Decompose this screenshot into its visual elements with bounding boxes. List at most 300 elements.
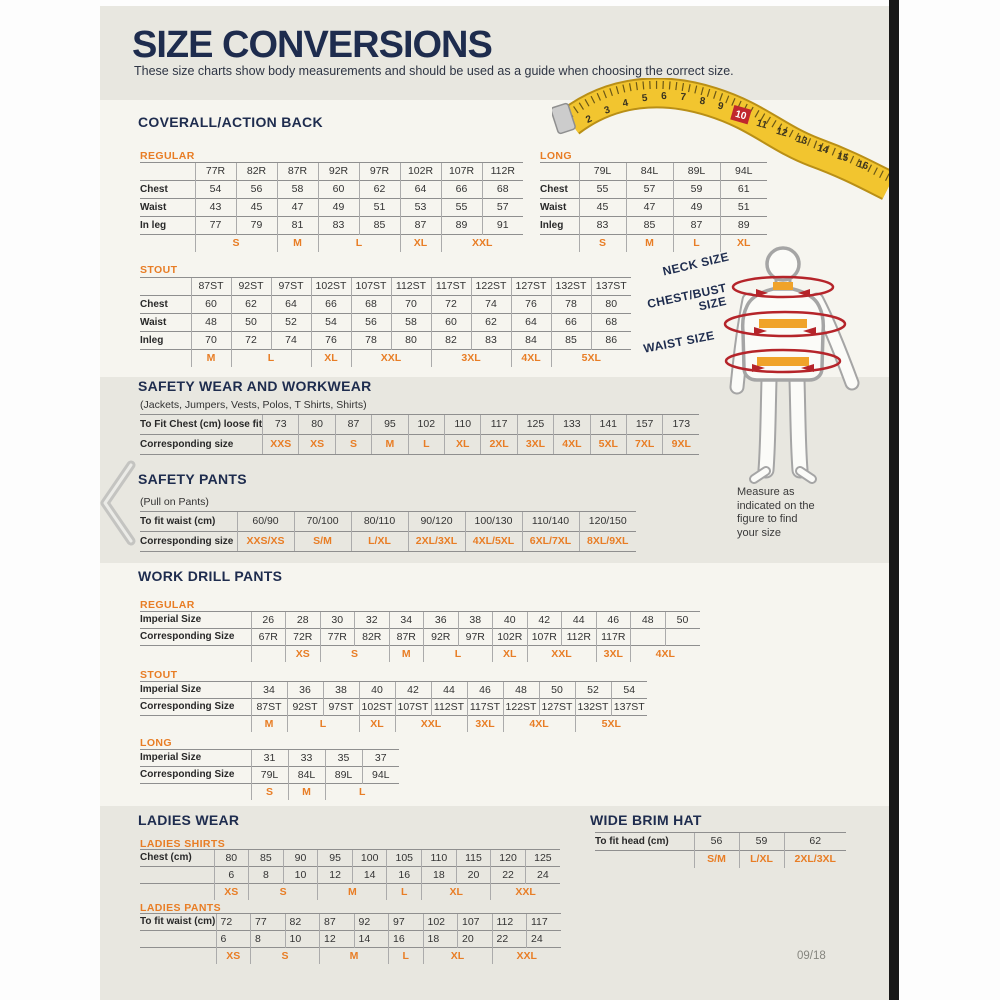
table-cell: XL (720, 235, 767, 253)
table-cell: 90/120 (408, 512, 465, 532)
section-hat-title: WIDE BRIM HAT (590, 812, 702, 828)
table-row (140, 532, 636, 552)
table-cell: L (231, 350, 311, 368)
table-cell (140, 278, 191, 296)
table-cell: XL (400, 235, 441, 253)
table-row (540, 199, 767, 217)
table-cell: 43 (195, 199, 236, 217)
table-cell: L (424, 646, 493, 663)
table-cell: 100 (352, 850, 387, 867)
table-cell: 132ST (575, 699, 611, 716)
table-cell: 2XL/3XL (408, 532, 465, 552)
table-cell: Waist (540, 199, 579, 217)
table-cell: 46 (596, 612, 631, 629)
tape-number: 13 (794, 133, 809, 148)
table-cell: 12 (318, 867, 353, 884)
wide-brim-hat-table (595, 832, 846, 868)
table-cell: 58 (391, 314, 431, 332)
table-cell: Corresponding Size (140, 767, 251, 784)
table-cell: 28 (286, 612, 321, 629)
table-header-row (140, 163, 523, 181)
table-cell: 85 (249, 850, 284, 867)
tape-number: 8 (698, 95, 706, 108)
table-cell: 6 (216, 931, 251, 948)
table-cell: M (251, 716, 287, 733)
table-cell: 22 (492, 931, 527, 948)
table-cell: 87 (320, 914, 355, 931)
table-cell (140, 784, 251, 801)
table-header-row (540, 163, 767, 181)
section-safety-wear-title: SAFETY WEAR AND WORKWEAR (138, 378, 372, 394)
ladies-pants-table (140, 913, 561, 964)
table-cell: 48 (191, 314, 231, 332)
table-cell (140, 931, 216, 948)
tape-number: 6 (660, 90, 667, 103)
table-cell: 8 (249, 867, 284, 884)
table-cell (140, 350, 191, 368)
table-cell: 33 (288, 750, 325, 767)
table-cell: 82R (355, 629, 390, 646)
table-cell: Inleg (140, 332, 191, 350)
label-wd-long: LONG (140, 737, 172, 749)
table-cell: In leg (140, 217, 195, 235)
work-drill-long-table (140, 749, 399, 800)
work-drill-regular-table (140, 611, 700, 662)
table-cell: L/XL (739, 851, 784, 869)
table-cell (595, 851, 694, 869)
section-coverall-title: COVERALL/ACTION BACK (138, 114, 323, 130)
table-cell: 68 (482, 181, 523, 199)
table-cell: 115 (456, 850, 491, 867)
table-cell: M (191, 350, 231, 368)
page-subtitle: These size charts show body measurements and should be used as a guide when choosing the correct size. (134, 64, 734, 78)
table-cell: 52 (575, 682, 611, 699)
table-cell: Imperial Size (140, 750, 251, 767)
table-row (140, 850, 560, 867)
table-cell: 50 (231, 314, 271, 332)
table-row (140, 332, 631, 350)
table-cell: 60 (318, 181, 359, 199)
table-cell: 89 (720, 217, 767, 235)
table-cell: Corresponding size (140, 435, 263, 455)
table-cell: 56 (236, 181, 277, 199)
table-cell: 48 (631, 612, 666, 629)
table-cell: 56 (351, 314, 391, 332)
table-cell: 112 (492, 914, 527, 931)
table-cell: M (277, 235, 318, 253)
table-cell: 22 (491, 867, 526, 884)
table-cell: 102 (408, 415, 444, 435)
tape-number: 2 (584, 113, 594, 126)
table-cell: 87 (673, 217, 720, 235)
table-cell: 55 (579, 181, 626, 199)
table-cell: L (673, 235, 720, 253)
table-cell: 52 (271, 314, 311, 332)
table-cell: 107R (527, 629, 562, 646)
table-cell: S (249, 884, 318, 901)
table-cell: 112R (562, 629, 597, 646)
table-row (140, 750, 399, 767)
table-cell: 56 (694, 833, 739, 851)
table-cell: 73 (263, 415, 299, 435)
tape-number: 3 (602, 104, 612, 117)
table-row (140, 181, 523, 199)
table-cell: 84L (288, 767, 325, 784)
table-cell: 92ST (287, 699, 323, 716)
tape-number: 10 (733, 108, 748, 123)
table-cell: 40 (359, 682, 395, 699)
safety-pants-note: (Pull on Pants) (140, 496, 209, 508)
table-cell: 82R (236, 163, 277, 181)
label-wd-stout: STOUT (140, 669, 178, 681)
size-row (140, 948, 561, 965)
table-cell (665, 629, 700, 646)
size-row (540, 235, 767, 253)
table-cell: 38 (323, 682, 359, 699)
table-cell: M (318, 884, 387, 901)
page-title: SIZE CONVERSIONS (132, 24, 492, 66)
table-cell: 34 (251, 682, 287, 699)
table-cell: 80 (391, 332, 431, 350)
table-cell: 24 (525, 867, 560, 884)
table-cell: 137ST (611, 699, 647, 716)
safety-wear-table (140, 414, 699, 455)
tape-number: 15 (835, 150, 850, 165)
table-cell: 74 (271, 332, 311, 350)
table-cell: L (387, 884, 422, 901)
tape-number: 9 (716, 100, 725, 113)
table-cell: 62 (784, 833, 846, 851)
table-cell: M (626, 235, 673, 253)
table-cell: S (320, 646, 389, 663)
tape-number: 7 (680, 91, 687, 104)
table-cell: 81 (277, 217, 318, 235)
table-cell: 117ST (467, 699, 503, 716)
table-row (140, 512, 636, 532)
table-cell: 47 (277, 199, 318, 217)
table-cell: 64 (400, 181, 441, 199)
table-cell: 77 (195, 217, 236, 235)
table-cell: Chest (140, 181, 195, 199)
table-cell: XS (216, 948, 251, 965)
table-cell: 79L (251, 767, 288, 784)
table-cell: 3XL (596, 646, 631, 663)
table-cell: 85 (626, 217, 673, 235)
table-cell: Imperial Size (140, 682, 251, 699)
table-cell: 6XL/7XL (522, 532, 579, 552)
table-cell: 100/130 (465, 512, 522, 532)
table-cell (140, 884, 214, 901)
table-cell: 102R (493, 629, 528, 646)
table-cell: XS (286, 646, 321, 663)
table-cell: 79L (579, 163, 626, 181)
table-cell: S (251, 948, 320, 965)
table-row (140, 867, 560, 884)
table-cell: 5XL (575, 716, 647, 733)
ladies-shirts-table (140, 849, 560, 900)
table-cell: 77R (195, 163, 236, 181)
table-cell: XXL (491, 884, 560, 901)
table-cell: 92R (318, 163, 359, 181)
table-cell (540, 163, 579, 181)
table-cell: 117ST (431, 278, 471, 296)
table-cell: 10 (283, 867, 318, 884)
table-cell: 78 (551, 296, 591, 314)
label-ladies-shirts: LADIES SHIRTS (140, 838, 226, 850)
table-cell: 92R (424, 629, 459, 646)
table-cell: 70 (191, 332, 231, 350)
table-cell: 90 (283, 850, 318, 867)
table-cell: To fit waist (cm) (140, 512, 237, 532)
previous-arrow-icon[interactable] (96, 458, 140, 548)
label-ladies-pants: LADIES PANTS (140, 902, 222, 914)
table-row (140, 699, 647, 716)
table-cell: XS (214, 884, 249, 901)
table-cell: 10 (285, 931, 320, 948)
table-row (140, 682, 647, 699)
waist-band (757, 357, 809, 366)
table-cell: M (372, 435, 408, 455)
table-cell: 85 (551, 332, 591, 350)
table-cell: 97ST (323, 699, 359, 716)
tape-number: 5 (641, 92, 649, 105)
table-cell: 107ST (351, 278, 391, 296)
table-cell: 50 (539, 682, 575, 699)
size-row (140, 784, 399, 801)
table-cell (140, 716, 251, 733)
table-cell: 72 (231, 332, 271, 350)
table-cell: 38 (458, 612, 493, 629)
section-ladies-title: LADIES WEAR (138, 812, 240, 828)
table-cell: 80 (214, 850, 249, 867)
size-row (140, 716, 647, 733)
table-cell: S (335, 435, 371, 455)
table-cell: 68 (591, 314, 631, 332)
table-cell: 57 (482, 199, 523, 217)
table-cell: 72 (431, 296, 471, 314)
table-cell: 89L (325, 767, 362, 784)
table-cell: 34 (389, 612, 424, 629)
table-cell: 76 (311, 332, 351, 350)
table-cell: 59 (739, 833, 784, 851)
table-cell: 4XL (554, 435, 590, 455)
table-cell: Waist (140, 199, 195, 217)
table-cell: 95 (318, 850, 353, 867)
table-cell: 87 (400, 217, 441, 235)
table-cell: 8 (251, 931, 286, 948)
table-cell: XL (359, 716, 395, 733)
table-cell: 120 (491, 850, 526, 867)
neck-band (773, 282, 793, 290)
table-cell: 80 (591, 296, 631, 314)
table-cell: 30 (320, 612, 355, 629)
table-cell: 61 (720, 181, 767, 199)
table-cell: Chest (140, 296, 191, 314)
table-cell: 92ST (231, 278, 271, 296)
table-cell (251, 646, 286, 663)
table-cell (140, 867, 214, 884)
table-cell: 4XL (631, 646, 700, 663)
table-cell: 54 (195, 181, 236, 199)
table-row (540, 217, 767, 235)
table-header-row (140, 278, 631, 296)
label-coverall-regular: REGULAR (140, 150, 195, 162)
table-cell: S (579, 235, 626, 253)
table-cell: 74 (471, 296, 511, 314)
table-cell: 72R (286, 629, 321, 646)
tape-number: 12 (774, 125, 789, 140)
table-cell: 44 (431, 682, 467, 699)
table-cell: To fit waist (cm) (140, 914, 216, 931)
table-cell: 87R (277, 163, 318, 181)
safety-pants-table (140, 511, 636, 552)
table-cell: 110 (422, 850, 457, 867)
chest-band (759, 319, 807, 328)
table-cell: 20 (456, 867, 491, 884)
section-safety-pants-title: SAFETY PANTS (138, 471, 247, 487)
page-number: 09/18 (797, 950, 826, 962)
table-cell: XS (299, 435, 335, 455)
table-cell: 125 (525, 850, 560, 867)
coverall-long-table (540, 162, 767, 252)
table-cell: 82 (285, 914, 320, 931)
table-cell: 64 (511, 314, 551, 332)
table-cell (540, 235, 579, 253)
table-cell: S (195, 235, 277, 253)
table-cell: 70/100 (294, 512, 351, 532)
table-cell: 112R (482, 163, 523, 181)
table-cell: XL (311, 350, 351, 368)
tape-number: 11 (755, 117, 769, 132)
table-row (140, 435, 699, 455)
table-cell: 95 (372, 415, 408, 435)
table-cell: 84L (626, 163, 673, 181)
table-cell: 14 (354, 931, 389, 948)
label-coverall-stout: STOUT (140, 264, 178, 276)
table-cell: 89 (441, 217, 482, 235)
table-cell: 60/90 (237, 512, 294, 532)
table-cell: 117R (596, 629, 631, 646)
label-wd-regular: REGULAR (140, 599, 195, 611)
table-cell: 66 (441, 181, 482, 199)
table-cell: 87R (389, 629, 424, 646)
table-row (595, 851, 846, 869)
table-cell: 18 (422, 867, 457, 884)
table-cell: XXL (527, 646, 596, 663)
table-cell: 31 (251, 750, 288, 767)
table-cell: 24 (527, 931, 562, 948)
table-cell: 18 (423, 931, 458, 948)
table-cell: 83 (471, 332, 511, 350)
table-row (140, 199, 523, 217)
table-cell: 50 (665, 612, 700, 629)
table-cell: 127ST (511, 278, 551, 296)
table-cell: 35 (325, 750, 362, 767)
table-cell: 60 (191, 296, 231, 314)
table-cell: 87ST (191, 278, 231, 296)
tape-number: 16 (855, 158, 870, 173)
tape-number: 4 (621, 97, 630, 110)
table-cell: 44 (562, 612, 597, 629)
table-cell: 80 (299, 415, 335, 435)
table-cell: 132ST (551, 278, 591, 296)
table-cell: 133 (554, 415, 590, 435)
table-cell: 47 (626, 199, 673, 217)
table-cell: 51 (359, 199, 400, 217)
table-cell: 107 (458, 914, 493, 931)
table-cell: 55 (441, 199, 482, 217)
table-cell: 122ST (471, 278, 511, 296)
table-cell: 8XL/9XL (579, 532, 636, 552)
table-cell: 4XL (511, 350, 551, 368)
table-cell: 86 (591, 332, 631, 350)
table-row (140, 314, 631, 332)
table-cell: L (408, 435, 444, 455)
table-cell: 45 (236, 199, 277, 217)
table-cell: 45 (579, 199, 626, 217)
table-cell: 87 (335, 415, 371, 435)
table-cell: XL (493, 646, 528, 663)
table-row (595, 833, 846, 851)
table-cell: 12 (320, 931, 355, 948)
page-edge-strip (889, 0, 899, 1000)
safety-wear-note: (Jackets, Jumpers, Vests, Polos, T Shirts, Shirts) (140, 399, 367, 411)
table-cell: 70 (391, 296, 431, 314)
table-cell: 58 (277, 181, 318, 199)
table-cell: 87ST (251, 699, 287, 716)
figure-caption: Measure as indicated on the figure to find your size (737, 486, 815, 539)
table-cell: 83 (318, 217, 359, 235)
table-cell: To fit head (cm) (595, 833, 694, 851)
table-cell: Corresponding Size (140, 699, 251, 716)
table-cell (140, 235, 195, 253)
table-cell: XL (422, 884, 491, 901)
table-row (140, 217, 523, 235)
table-row (140, 767, 399, 784)
table-row (540, 181, 767, 199)
table-cell: XXL (441, 235, 523, 253)
table-cell: 36 (424, 612, 459, 629)
table-cell: 51 (720, 199, 767, 217)
label-coverall-long: LONG (540, 150, 572, 162)
table-cell: 9XL (663, 435, 699, 455)
table-cell: 82 (431, 332, 471, 350)
table-row (140, 415, 699, 435)
table-cell: Chest (540, 181, 579, 199)
table-cell (140, 163, 195, 181)
table-cell: Imperial Size (140, 612, 251, 629)
table-cell: Waist (140, 314, 191, 332)
table-cell: 102ST (359, 699, 395, 716)
table-cell: 97ST (271, 278, 311, 296)
table-cell: 62 (359, 181, 400, 199)
table-cell: 97 (389, 914, 424, 931)
size-row (140, 646, 700, 663)
table-cell: 64 (271, 296, 311, 314)
table-cell: 107ST (395, 699, 431, 716)
size-row (140, 235, 523, 253)
table-cell: 62 (231, 296, 271, 314)
table-cell: L (325, 784, 399, 801)
table-cell: 48 (503, 682, 539, 699)
table-cell: 53 (400, 199, 441, 217)
table-cell: 89L (673, 163, 720, 181)
table-cell: 127ST (539, 699, 575, 716)
table-cell: 137ST (591, 278, 631, 296)
table-cell: XXL (351, 350, 431, 368)
table-cell: 4XL (503, 716, 575, 733)
table-row (140, 296, 631, 314)
